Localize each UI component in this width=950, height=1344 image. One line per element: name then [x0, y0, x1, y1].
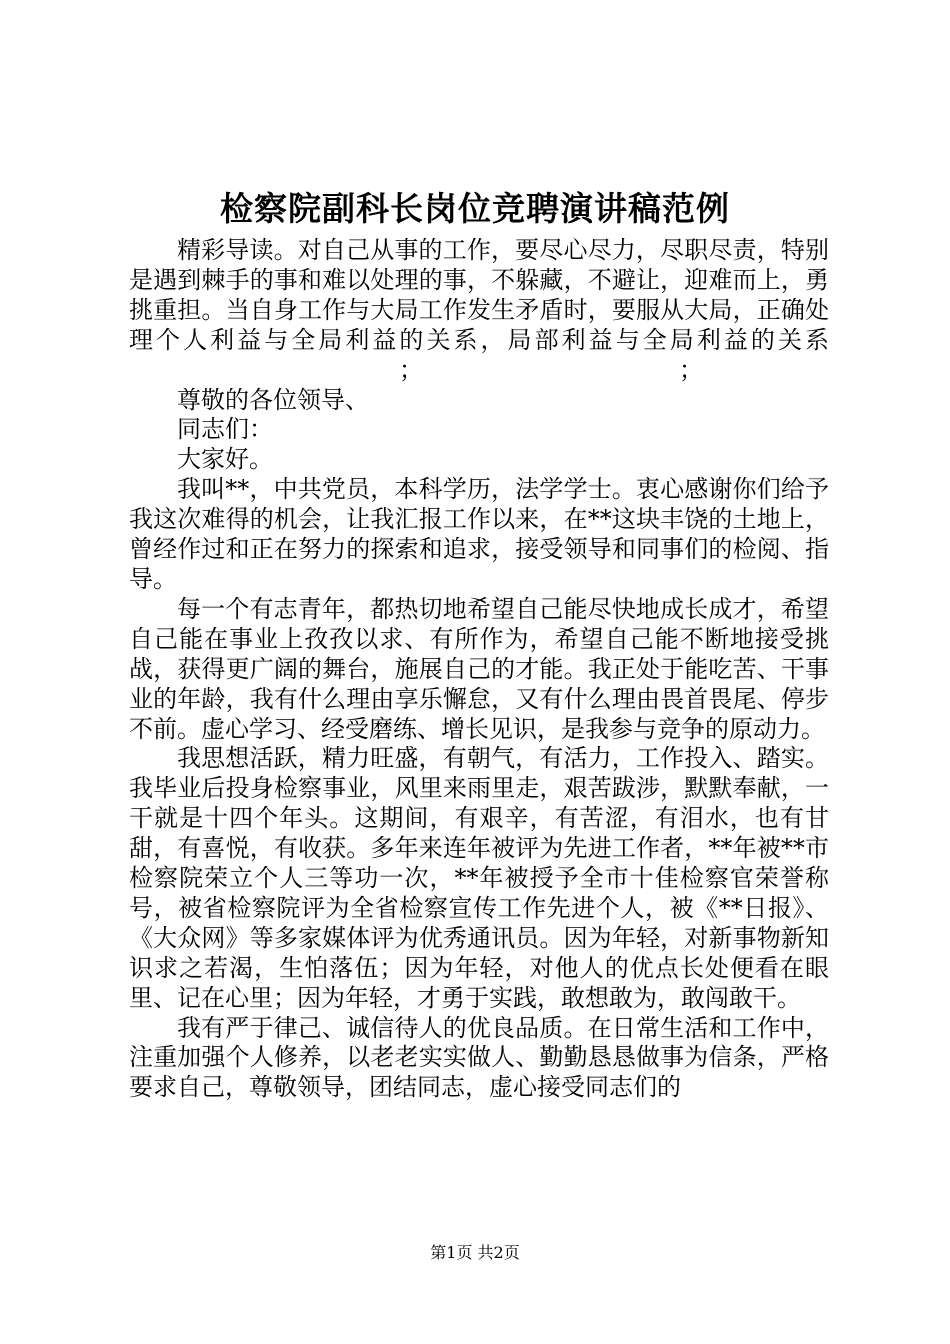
intro-text: 精彩导读。对自己从事的工作，要尽心尽力，尽职尽责，特别是遇到棘手的事和难以处理的事，不躲藏，不避让，迎难而上，勇挑重担。当自身工作与大局工作发生矛盾时，要服从大局，正确处理个人利益与全局利益的关系，局部利益与全局利益的关系	[129, 236, 829, 354]
intro-separator: ；	[399, 355, 423, 384]
document-body	[129, 236, 829, 1103]
intro-paragraph	[129, 236, 829, 386]
page-number-footer: 第1页 共2页	[430, 1243, 520, 1262]
body-paragraph: 每一个有志青年，都热切地希望自己能尽快地成长成才，希望自己能在事业上孜孜以求、有所作为，希望自己能不断地接受挑战，获得更广阔的舞台，施展自己的才能。我正处于能吃苦、干事业的年龄，我有什么理由享乐懈怠，又有什么理由畏首畏尾、停步不前。虚心学习、经受磨练、增长见识，是我参与竞争的原动力。	[129, 594, 829, 743]
intro-separator: ；	[679, 355, 703, 384]
body-paragraph: 我有严于律己、诚信待人的优良品质。在日常生活和工作中，注重加强个人修养，以老老实实做人、勤勤恳恳做事为信条，严格要求自己，尊敬领导，团结同志，虚心接受同志们的	[129, 1013, 829, 1102]
salutation-paragraph: 同志们：	[177, 415, 273, 444]
greeting-paragraph: 大家好。	[177, 445, 273, 474]
body-paragraph: 我叫**，中共党员，本科学历，法学学士。衷心感谢你们给予我这次难得的机会，让我汇报工作以来，在**这块丰饶的土地上，曾经作过和正在努力的探索和追求，接受领导和同事们的检阅、指导。	[129, 475, 829, 593]
body-paragraph: 我思想活跃，精力旺盛，有朝气，有活力，工作投入、踏实。我毕业后投身检察事业，风里来雨里走，艰苦跋涉，默默奉献，一干就是十四个年头。这期间，有艰辛，有苦涩，有泪水，也有甘甜，有喜悦，有收获。多年来连年被评为先进工作者，**年被**市检察院荣立个人三等功一次，**年被授予全市十佳检察官荣誉称号，被省检察院评为全省检察宣传工作先进个人，被《**日报》、《大众网》等多家媒体评为优秀通讯员。因为年轻，对新事物新知识求之若渴，生怕落伍；因为年轻，对他人的优点长处便看在眼里、记在心里；因为年轻，才勇于实践，敢想敢为，敢闯敢干。	[129, 744, 829, 1012]
document-title: 检察院副科长岗位竞聘演讲稿范例	[220, 189, 730, 228]
salutation-paragraph: 尊敬的各位领导、	[177, 385, 369, 414]
